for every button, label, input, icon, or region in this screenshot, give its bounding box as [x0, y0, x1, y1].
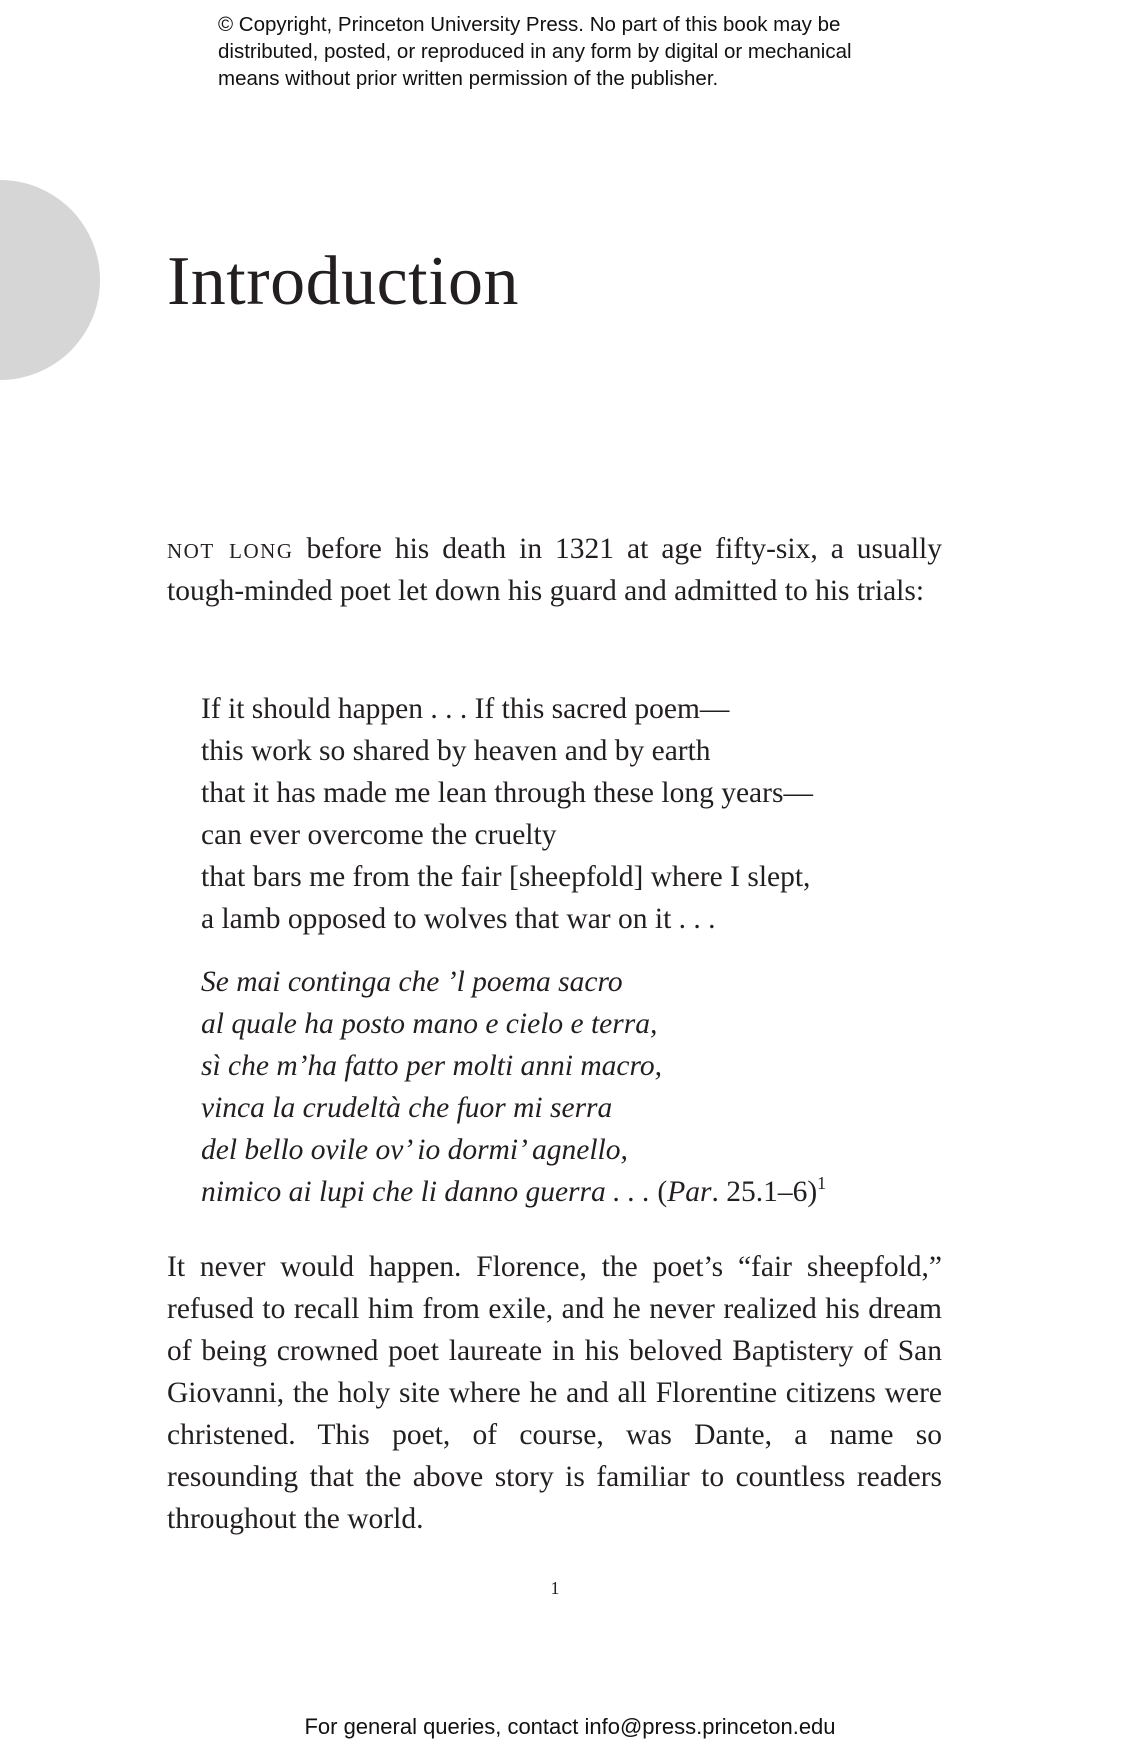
verse-italian: [201, 961, 826, 1213]
copyright-line: distributed, posted, or reproduced in any form by digital or mechanical: [218, 40, 852, 63]
chapter-tab-marker: [0, 180, 100, 380]
citation-open: (: [650, 1176, 668, 1208]
verse-line: a lamb opposed to wolves that war on it . . .: [201, 903, 716, 935]
verse-line: that it has made me lean through these long years—: [201, 777, 813, 809]
footer-contact: For general queries, contact info@press.princeton.edu: [304, 1714, 836, 1739]
verse-line: can ever overcome the cruelty: [201, 819, 557, 851]
verse-line: this work so shared by heaven and by earth: [201, 735, 711, 767]
body-paragraph: It never would happen. Florence, the poet’s “fair sheepfold,” refused to recall him from exile, and he never realized his dream of being crowned poet laureate in his beloved Baptistery of San Giovanni, the holy site where he and all Florentine citizens were christened. This poet, of course, was Dante, a name so resounding that the above story is familiar to countless readers throughout the world.: [167, 1251, 942, 1535]
verse-line: Se mai continga che ’l poema sacro: [201, 966, 623, 998]
citation-work: Par: [667, 1176, 712, 1208]
citation-ref: . 25.1–6): [711, 1176, 818, 1208]
opening-paragraph: [167, 528, 942, 612]
verse-line: sì che m’ha fatto per molti anni macro,: [201, 1050, 663, 1082]
copyright-line: means without prior written permission of the publisher.: [218, 67, 719, 90]
chapter-title: Introduction: [167, 243, 520, 320]
footnote-marker[interactable]: 1: [817, 1173, 827, 1193]
copyright-line: © Copyright, Princeton University Press. No part of this book may be: [218, 13, 841, 36]
page-number: 1: [550, 1578, 560, 1598]
verse-english: [201, 688, 813, 940]
opening-paragraph-text: before his death in 1321 at age fifty-six, a usually tough-minded poet let down his guard and admitted to his trials:: [167, 533, 942, 607]
verse-line: nimico ai lupi che li danno guerra . . .: [201, 1176, 651, 1208]
lead-in-small-caps: not long: [167, 533, 294, 565]
copyright-notice: [218, 11, 978, 92]
verse-line: that bars me from the fair [sheepfold] where I slept,: [201, 861, 811, 893]
verse-line: If it should happen . . . If this sacred poem—: [201, 693, 730, 725]
verse-line: al quale ha posto mano e cielo e terra,: [201, 1008, 658, 1040]
verse-line: del bello ovile ov’ io dormi’ agnello,: [201, 1134, 628, 1166]
citation: [650, 1173, 827, 1208]
verse-line: vinca la crudeltà che fuor mi serra: [201, 1092, 613, 1124]
verse-line-with-citation: [201, 1171, 826, 1213]
